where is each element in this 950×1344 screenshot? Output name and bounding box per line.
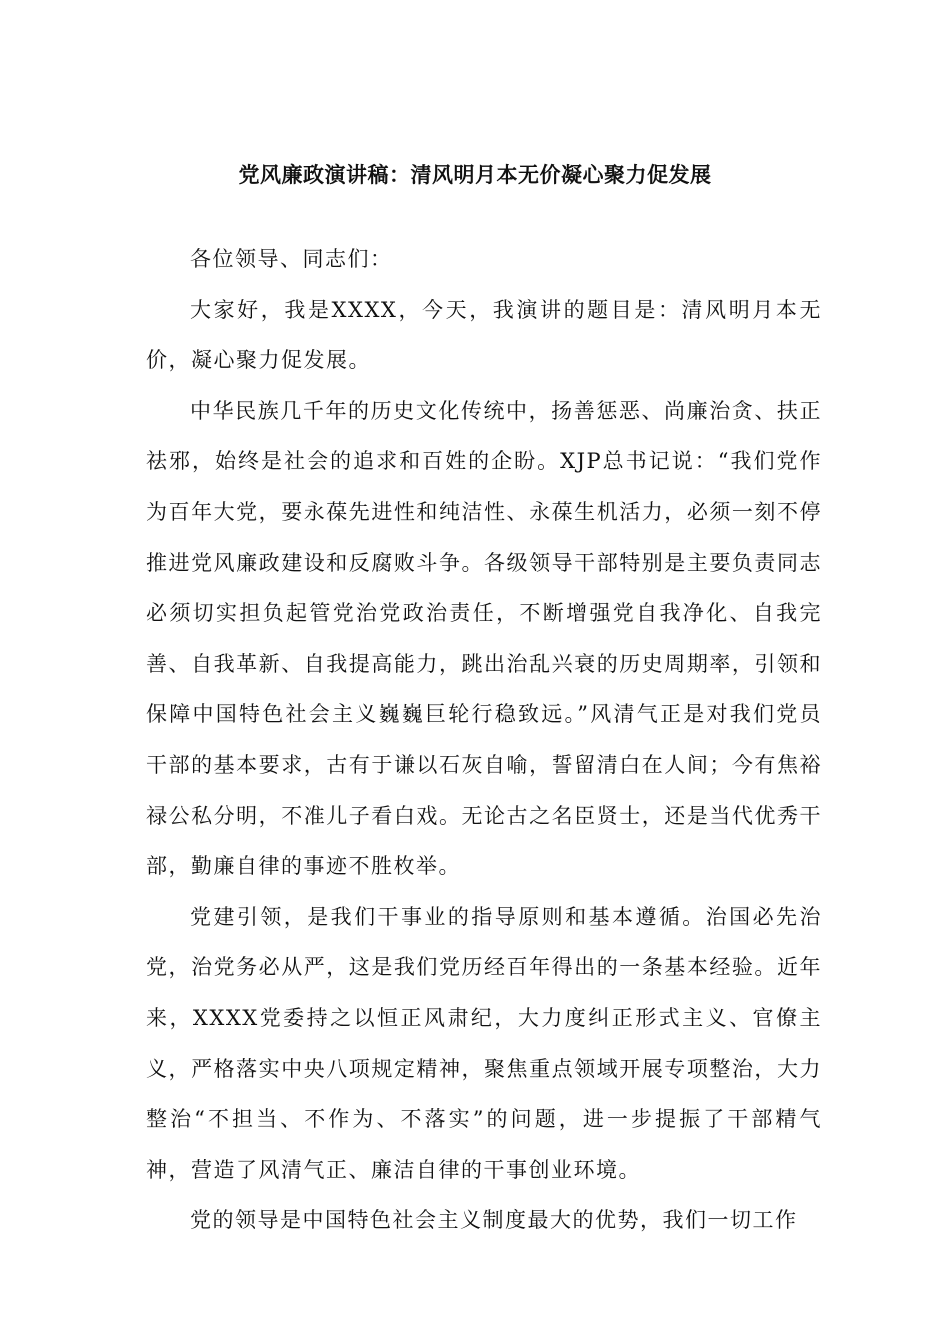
paragraph-party-building: 党建引领，是我们干事业的指导原则和基本遵循。治国必先治党，治党务必从严，这是我们党历经百年得出的一条基本经验。近年来，XXXX党委持之以恒正风肃纪，大力度纠正形式主义、官僚主义，严格落实中央八项规定精神，聚焦重点领域开展专项整治，大力整治“不担当、不作为、不落实”的问题，进一步提振了干部精气神，营造了风清气正、廉洁自律的干事创业环境。 bbox=[146, 904, 822, 1182]
document-body bbox=[146, 234, 822, 1246]
paragraph-greeting: 各位领导、同志们： bbox=[190, 247, 393, 271]
paragraph-history: 中华民族几千年的历史文化传统中，扬善惩恶、尚廉治贪、扶正祛邪，始终是社会的追求和百姓的企盼。XJP总书记说：“我们党作为百年大党，要永葆先进性和纯洁性、永葆生机活力，必须一刻不停推进党风廉政建设和反腐败斗争。各级领导干部特别是主要负责同志必须切实担负起管党治党政治责任，不断增强党自我净化、自我完善、自我革新、自我提高能力，跳出治乱兴衰的历史周期率，引领和保障中国特色社会主义巍巍巨轮行稳致远。”风清气正是对我们党员干部的基本要求，古有于谦以石灰自喻，誓留清白在人间；今有焦裕禄公私分明，不准儿子看白戏。无论古之名臣贤士，还是当代优秀干部，勤廉自律的事迹不胜枚举。 bbox=[146, 398, 822, 879]
paragraph-intro: 大家好，我是XXXX，今天，我演讲的题目是：清风明月本无价，凝心聚力促发展。 bbox=[146, 297, 822, 373]
document-title: 党风廉政演讲稿：清风明月本无价凝心聚力促发展 bbox=[238, 162, 712, 187]
paragraph-leadership: 党的领导是中国特色社会主义制度最大的优势，我们一切工作 bbox=[190, 1208, 798, 1233]
